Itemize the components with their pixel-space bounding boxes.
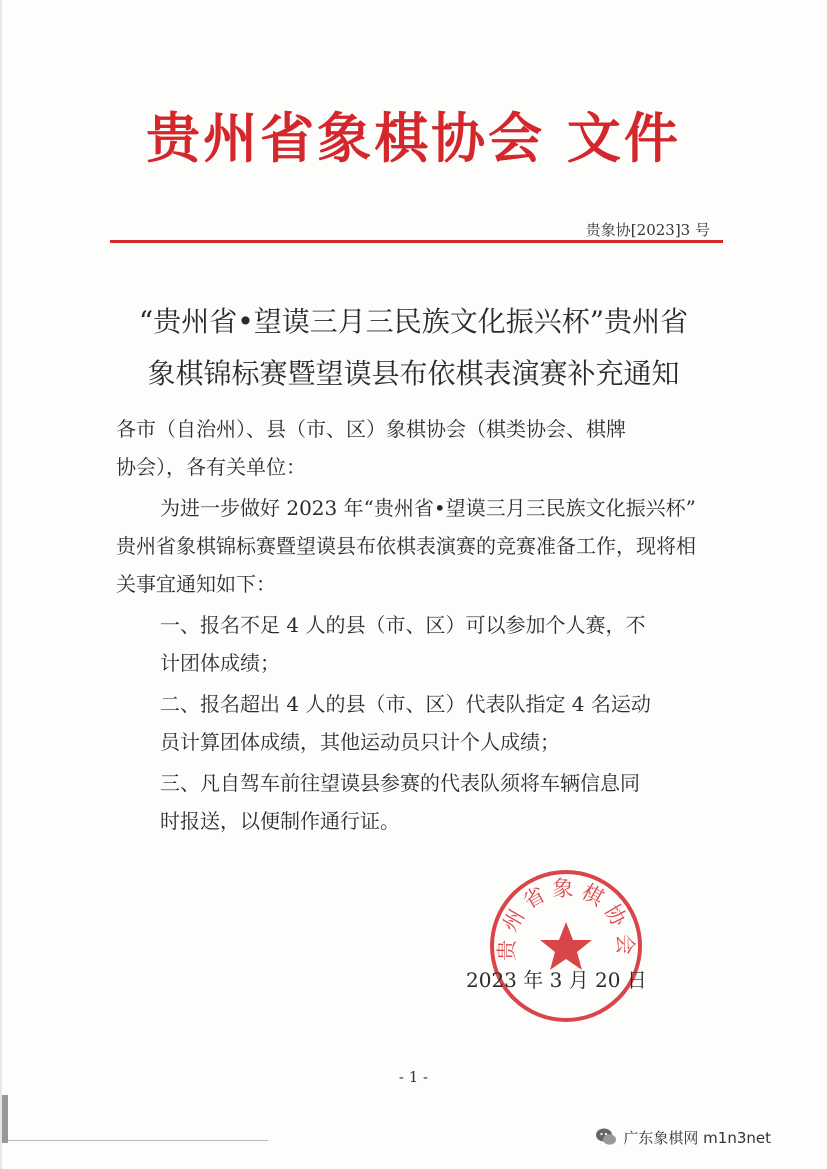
watermark-text: 广东象棋网 m1n3net — [623, 1128, 771, 1147]
notice-title — [0, 296, 827, 400]
item-1-line: 计团体成绩； — [160, 651, 280, 675]
salutation-line: 协会），各有关单位： — [116, 455, 306, 479]
scan-line — [8, 1140, 268, 1141]
official-seal — [486, 866, 646, 1026]
notice-title-line: “贵州省•望谟三月三民族文化振兴杯”贵州省 — [138, 305, 689, 338]
seal-star-icon — [540, 922, 592, 970]
scan-edge — [0, 0, 2, 1169]
item-2-line: 二、报名超出 4 人的县（市、区）代表队指定 4 名运动 — [160, 692, 651, 716]
document-number: 贵象协[2023]3 号 — [585, 221, 710, 239]
item-3-line: 三、凡自驾车前往望谟县参赛的代表队须将车辆信息同 — [160, 771, 640, 795]
item-2-line: 员计算团体成绩，其他运动员只计个人成绩； — [160, 730, 560, 754]
header-red-rule — [110, 240, 723, 243]
page-number: - 1 - — [398, 1068, 429, 1086]
notice-body — [116, 410, 716, 840]
item-3-line: 时报送，以便制作通行证。 — [160, 809, 400, 833]
chat-icon — [595, 1126, 617, 1148]
seal-text: 贵州省象棋协会 — [494, 876, 638, 961]
intro-line: 贵州省象棋锦标赛暨望谟县布依棋表演赛的竞赛准备工作，现将相 — [116, 534, 696, 558]
document-date: 2023 年 3 月 20 日 — [466, 968, 647, 992]
scan-mark — [2, 1095, 8, 1143]
intro-line: 关事宜通知如下： — [116, 572, 276, 596]
intro-line: 为进一步做好 2023 年“贵州省•望谟三月三民族文化振兴杯” — [160, 496, 696, 520]
document-header-title: 贵州省象棋协会 文件 — [146, 107, 681, 170]
salutation-line: 各市（自治州）、县（市、区）象棋协会（棋类协会、棋牌 — [116, 417, 626, 441]
watermark — [595, 1126, 771, 1148]
item-1-line: 一、报名不足 4 人的县（市、区）可以参加个人赛，不 — [160, 613, 646, 637]
notice-title-line: 象棋锦标赛暨望谟县布依棋表演赛补充通知 — [147, 357, 680, 390]
